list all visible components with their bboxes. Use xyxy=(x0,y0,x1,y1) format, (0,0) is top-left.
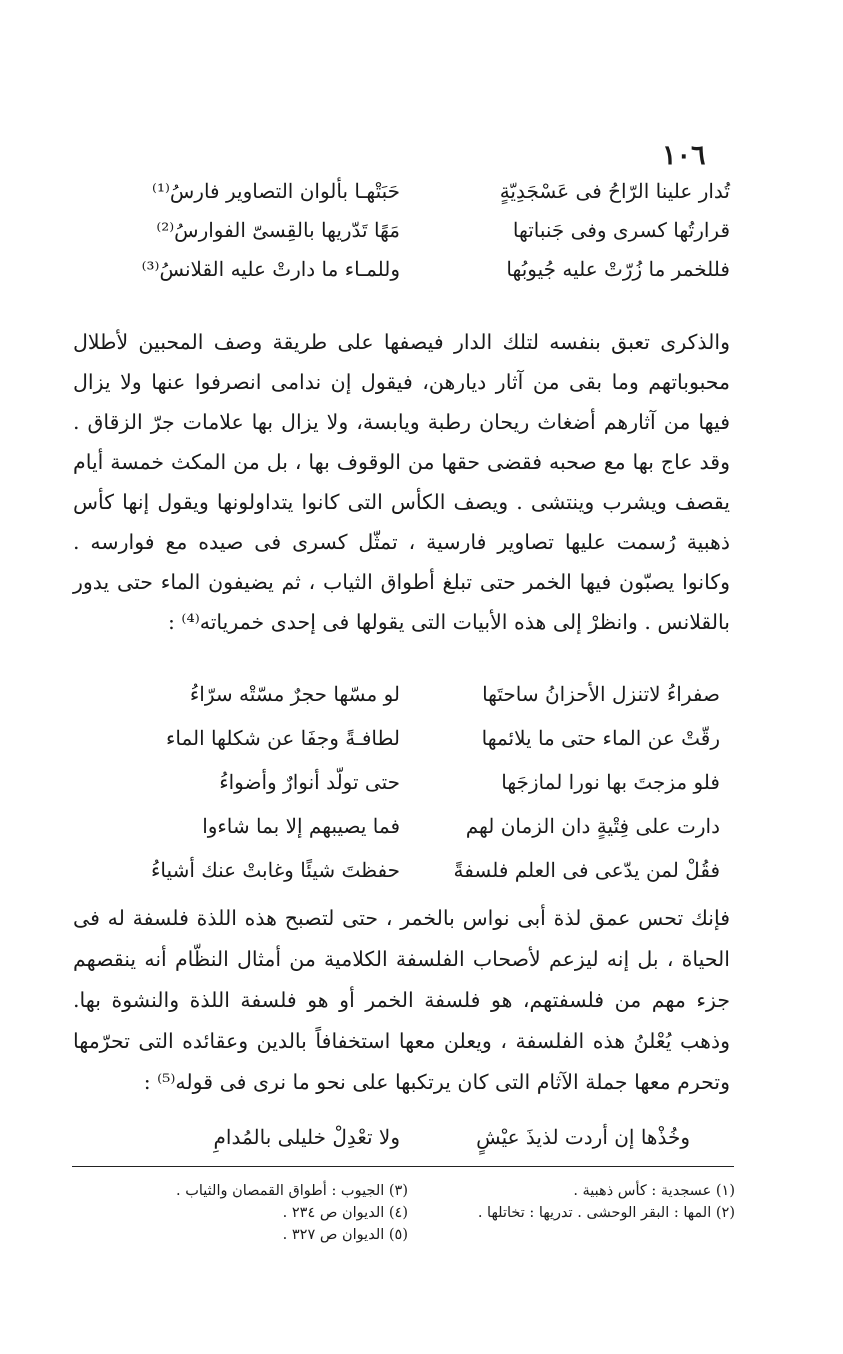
footnote: (٣) الجيوب : أطواق القمصان والثياب . xyxy=(175,1183,408,1199)
poem-second-hemistich: لطافـةً وجفَا عن شكلها الماء xyxy=(165,726,400,750)
paragraph-2 xyxy=(73,898,730,1103)
paragraph-2-text: فإنك تحس عمق لذة أبى نواس بالخمر ، حتى لتصبح هذه اللذة فلسفة له فى الحياة ، بل إنه ليزعم لأصحاب الفلسفة الكلامية من أمثال النظّام أنه ينقصهم جزء مهم من فلسفتهم، هو فلسفة الخمر أو هو فلسفة اللذة والنشوة بها. وذهب يُعْلنُ هذه الفلسفة ، ويعلن معها استخفافاً بالدين وعقائده التى تحرّمها وتحرم معها جملة الآثام التى كان يرتكبها على نحو ما نرى فى قوله⁽⁵⁾ : xyxy=(73,906,730,1094)
verse-second-hemistich: حَبَتْهـا بألوان التصاوير فارسُ⁽¹⁾ xyxy=(152,179,400,203)
poem-first-hemistich: دارت على فِتْيةٍ دان الزمان لهم xyxy=(465,814,720,838)
poem-line xyxy=(90,804,720,848)
verses-top xyxy=(70,172,730,289)
poem-first-hemistich: صفراءُ لاتنزل الأحزانُ ساحتَها xyxy=(482,682,720,706)
verse-second-hemistich: مَهًا تَدّريها بالقِسىّ الفوارسُ⁽²⁾ xyxy=(156,218,400,242)
footnote: (١) عسجدية : كأس ذهبية . xyxy=(573,1183,735,1199)
footnotes-left-column xyxy=(78,1180,408,1246)
poem-second-hemistich: فما يصيبهم إلا بما شاءوا xyxy=(202,814,400,838)
page-number: ١٠٦ xyxy=(662,140,706,171)
verse-first-hemistich: وخُذْها إن أردت لذيذَ عيْشٍ xyxy=(476,1125,690,1149)
footnote-separator xyxy=(72,1166,734,1167)
poem-first-hemistich: رقّتْ عن الماء حتى ما يلائمها xyxy=(481,726,720,750)
verse-line xyxy=(70,211,730,250)
verse-line xyxy=(70,172,730,211)
poem-line xyxy=(90,716,720,760)
verse-first-hemistich: فللخمر ما زُرّتْ عليه جُيوبُها xyxy=(506,257,730,281)
footnotes-right-column xyxy=(425,1180,735,1224)
verse-first-hemistich: تُدار علينا الرّاحُ فى عَسْجَدِيّةٍ xyxy=(499,179,730,203)
poem-line xyxy=(90,672,720,716)
verse-second-hemistich: ولا تعْدِلْ خليلى بالمُدامِ xyxy=(213,1125,400,1149)
verse-second-hemistich: وللمـاء ما دارتْ عليه القلانسُ⁽³⁾ xyxy=(141,257,400,281)
verse-first-hemistich: قرارتُها كسرى وفى جَنباتها xyxy=(512,218,730,242)
poem-second-hemistich: حفظتَ شيئًا وغابتْ عنك أشياءُ xyxy=(151,858,400,882)
poem-block xyxy=(90,672,720,892)
poem-first-hemistich: فلو مزجتَ بها نورا لمازجَها xyxy=(501,770,720,794)
footnote: (٤) الديوان ص ٢٣٤ . xyxy=(282,1205,408,1221)
verse-bottom xyxy=(120,1118,690,1156)
poem-line xyxy=(90,760,720,804)
poem-second-hemistich: حتى تولّد أنوارٌ وأضواءُ xyxy=(219,770,400,794)
paragraph-1-text: والذكرى تعبق بنفسه لتلك الدار فيصفها على طريقة وصف المحبين لأطلال محبوباتهم وما بقى من آثار ديارهن، فيقول إن ندامى انصرفوا عنها ولا يزال فيها من آثارهم أضغاث ريحان رطبة ويابسة، ولا يزال بها علامات جرّ الزقاق . وقد عاج بها مع صحبه فقضى حقها من الوقوف بها ، بل من المكث خمسة أيام يقصف ويشرب وينتشى . ويصف الكأس التى كانوا يتداولونها ويقول إنها كأس ذهبية رُسمت عليها تصاوير فارسية ، تمثّل كسرى فى صيده مع فوارسه . وكانوا يصبّون فيها الخمر حتى تبلغ أطواق الثياب ، ثم يضيفون الماء حتى يدور بالقلانس . وانظرْ إلى هذه الأبيات التى يقولها فى إحدى خمرياته⁽⁴⁾ : xyxy=(73,330,730,634)
verse-line xyxy=(70,250,730,289)
poem-line xyxy=(90,848,720,892)
footnote: (٢) المها : البقر الوحشى . تدريها : تخاتلها . xyxy=(477,1205,735,1221)
poem-first-hemistich: فقُلْ لمن يدّعى فى العلم فلسفةً xyxy=(453,858,720,882)
footnote: (٥) الديوان ص ٣٢٧ . xyxy=(282,1227,408,1243)
verse-line xyxy=(120,1118,690,1156)
poem-second-hemistich: لو مسّها حجرٌ مسّتْه سرّاءُ xyxy=(189,682,400,706)
paragraph-1 xyxy=(73,322,730,642)
